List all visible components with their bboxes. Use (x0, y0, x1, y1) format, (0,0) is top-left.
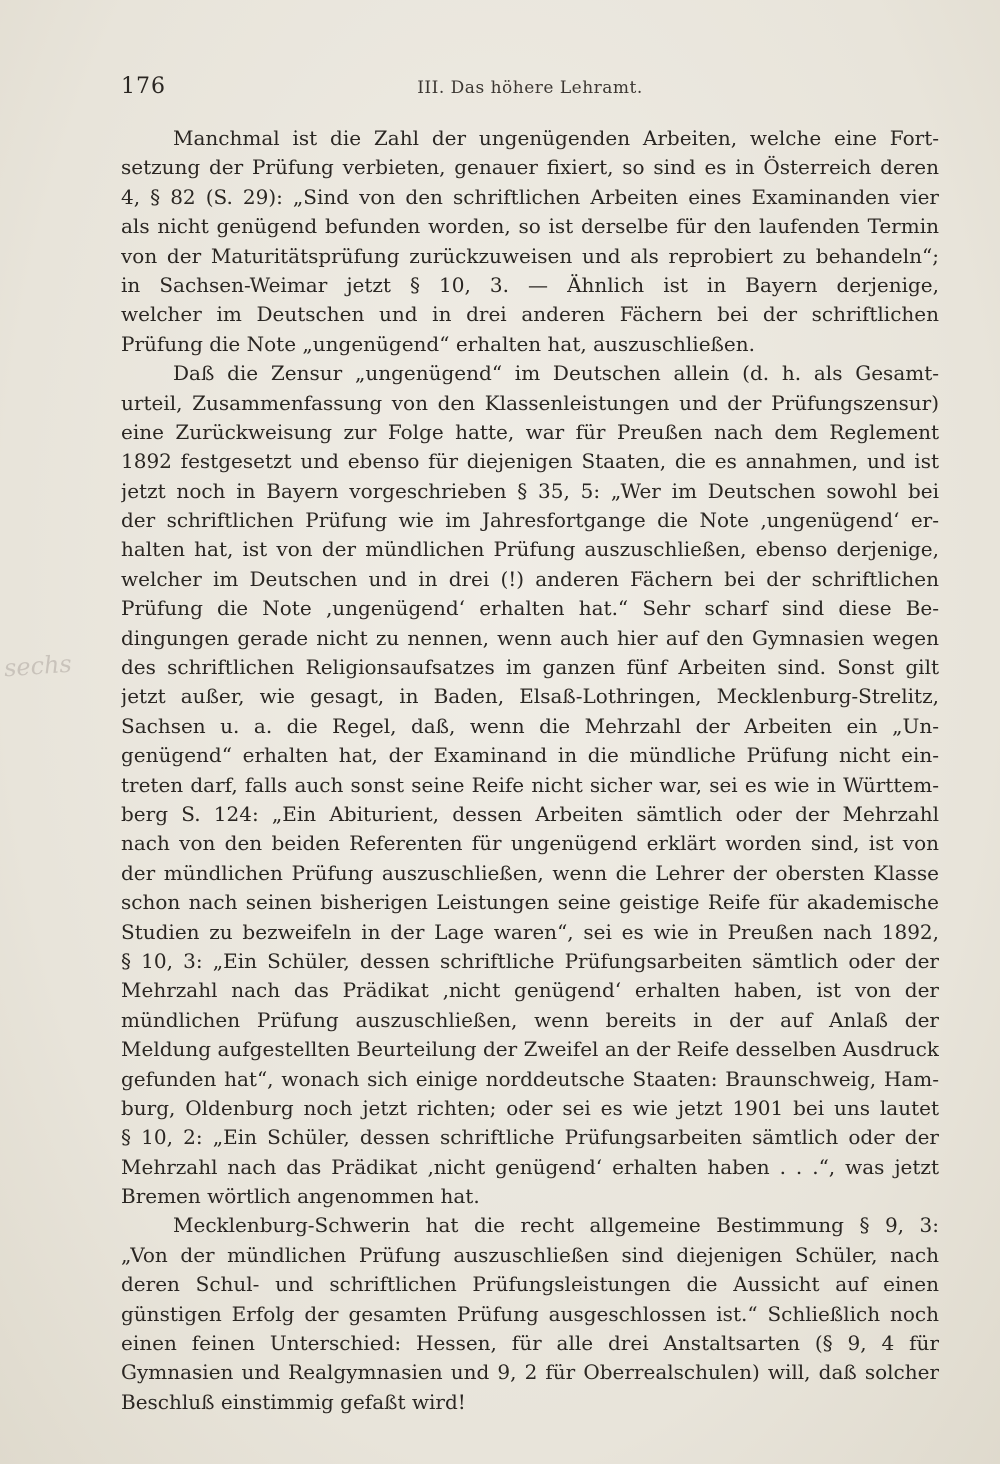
paragraph (121, 1211, 939, 1417)
text-line: jetzt außer, wie gesagt, in Baden, Elsaß-Lothringen, Mecklenburg-Strelitz, (121, 684, 939, 709)
text-line: welcher im Deutschen und in drei anderen Fächern bei der schriftlichen (121, 302, 939, 327)
text-line: nach von den beiden Referenten für ungenügend erklärt worden sind, ist von (121, 831, 939, 856)
text-line: Manchmal ist die Zahl der ungenügenden Arbeiten, welche eine Fort- (173, 126, 939, 150)
text-line: Meldung aufgestellten Beurteilung der Zweifel an der Reife desselben Ausdruck (121, 1037, 939, 1062)
text-line: eine Zurückweisung zur Folge hatte, war für Preußen nach dem Reglement (121, 419, 939, 444)
running-title: III. Das höhere Lehramt. (417, 78, 643, 98)
body-text (121, 124, 939, 1417)
text-line: der schriftlichen Prüfung wie im Jahresfortgange die Note ‚ungenügend‘ er- (121, 508, 939, 533)
text-line: der mündlichen Prüfung auszuschließen, wenn die Lehrer der obersten Klasse (121, 860, 939, 885)
text-line: einen feinen Unterschied: Hessen, für alle drei Anstaltsarten (§ 9, 4 für (121, 1331, 939, 1356)
text-line: Bremen wörtlich angenommen hat. (121, 1184, 480, 1209)
page-header (121, 70, 939, 110)
text-line: schon nach seinen bisherigen Leistungen seine geistige Reife für akademische (121, 890, 939, 915)
text-line: setzung der Prüfung verbieten, genauer fixiert, so sind es in Österreich deren (121, 155, 939, 180)
text-line: welcher im Deutschen und in drei (!) anderen Fächern bei der schriftlichen (121, 566, 939, 591)
text-line: urteil, Zusammenfassung von den Klassenleistungen und der Prüfungszensur) (121, 390, 939, 415)
text-line: 4, § 82 (S. 29): „Sind von den schriftlichen Arbeiten eines Examinanden vier (121, 184, 939, 209)
text-line: Studien zu bezweifeln in der Lage waren“, sei es wie in Preußen nach 1892, (121, 919, 939, 944)
text-line: als nicht genügend befunden worden, so ist derselbe für den laufenden Termin (121, 214, 939, 239)
text-line: „Von der mündlichen Prüfung auszuschließen sind diejenigen Schüler, nach (121, 1242, 939, 1267)
text-line: in Sachsen-Weimar jetzt § 10, 3. — Ähnlich ist in Bayern derjenige, (121, 272, 939, 297)
text-line: Daß die Zensur „ungenügend“ im Deutschen allein (d. h. als Gesamt- (173, 361, 939, 386)
text-line: des schriftlichen Religionsaufsatzes im ganzen fünf Arbeiten sind. Sonst gilt (121, 655, 939, 680)
text-line: § 10, 3: „Ein Schüler, dessen schriftliche Prüfungsarbeiten sämtlich oder der (121, 948, 939, 973)
text-line: genügend“ erhalten hat, der Examinand in die mündliche Prüfung nicht ein- (121, 743, 939, 768)
text-line: berg S. 124: „Ein Abiturient, dessen Arbeiten sämtlich oder der Mehrzahl (121, 801, 939, 826)
text-line: von der Maturitätsprüfung zurückzuweisen und als reprobiert zu behandeln“; (121, 243, 939, 268)
text-line: jetzt noch in Bayern vorgeschrieben § 35, 5: „Wer im Deutschen sowohl bei (121, 478, 939, 503)
paragraph (121, 359, 939, 1211)
text-line: deren Schul- und schriftlichen Prüfungsleistungen die Aussicht auf einen (121, 1272, 939, 1297)
text-line: § 10, 2: „Ein Schüler, dessen schriftliche Prüfungsarbeiten sämtlich oder der (121, 1125, 939, 1150)
text-line: Mehrzahl nach das Prädikat ‚nicht genügend‘ erhalten haben, ist von der (121, 978, 939, 1003)
text-line: gefunden hat“, wonach sich einige norddeutsche Staaten: Braunschweig, Ham- (121, 1066, 939, 1091)
text-line: 1892 festgesetzt und ebenso für diejenigen Staaten, die es annahmen, und ist (121, 449, 939, 474)
text-line: burg, Oldenburg noch jetzt richten; oder sei es wie jetzt 1901 bei uns lautet (121, 1095, 939, 1120)
text-line: Sachsen u. a. die Regel, daß, wenn die Mehrzahl der Arbeiten ein „Un- (121, 713, 939, 738)
text-line: Prüfung die Note „ungenügend“ erhalten hat, auszuschließen. (121, 331, 755, 356)
paragraph (121, 124, 939, 359)
text-line: günstigen Erfolg der gesamten Prüfung ausgeschlossen ist.“ Schließlich noch (121, 1301, 939, 1326)
text-line: mündlichen Prüfung auszuschließen, wenn bereits in der auf Anlaß der (121, 1007, 939, 1032)
text-line: halten hat, ist von der mündlichen Prüfung auszuschließen, ebenso derjenige, (121, 537, 939, 562)
text-line: Mehrzahl nach das Prädikat ‚nicht genügend‘ erhalten haben . . .“, was jetzt (121, 1154, 939, 1179)
page-number: 176 (121, 74, 166, 99)
text-line: Prüfung die Note ‚ungenügend‘ erhalten hat.“ Sehr scharf sind diese Be- (121, 596, 939, 621)
text-line: treten darf, falls auch sonst seine Reife nicht sicher war, sei es wie in Württem- (121, 772, 939, 797)
text-line: dingungen gerade nicht zu nennen, wenn auch hier auf den Gymnasien wegen (121, 625, 939, 650)
text-line: Beschluß einstimmig gefaßt wird! (121, 1389, 466, 1414)
text-line: Mecklenburg-Schwerin hat die recht allgemeine Bestimmung § 9, 3: (173, 1213, 939, 1238)
handwritten-margin-note: sechs (3, 649, 73, 683)
text-line: Gymnasien und Realgymnasien und 9, 2 für Oberrealschulen) will, daß solcher (121, 1360, 939, 1385)
